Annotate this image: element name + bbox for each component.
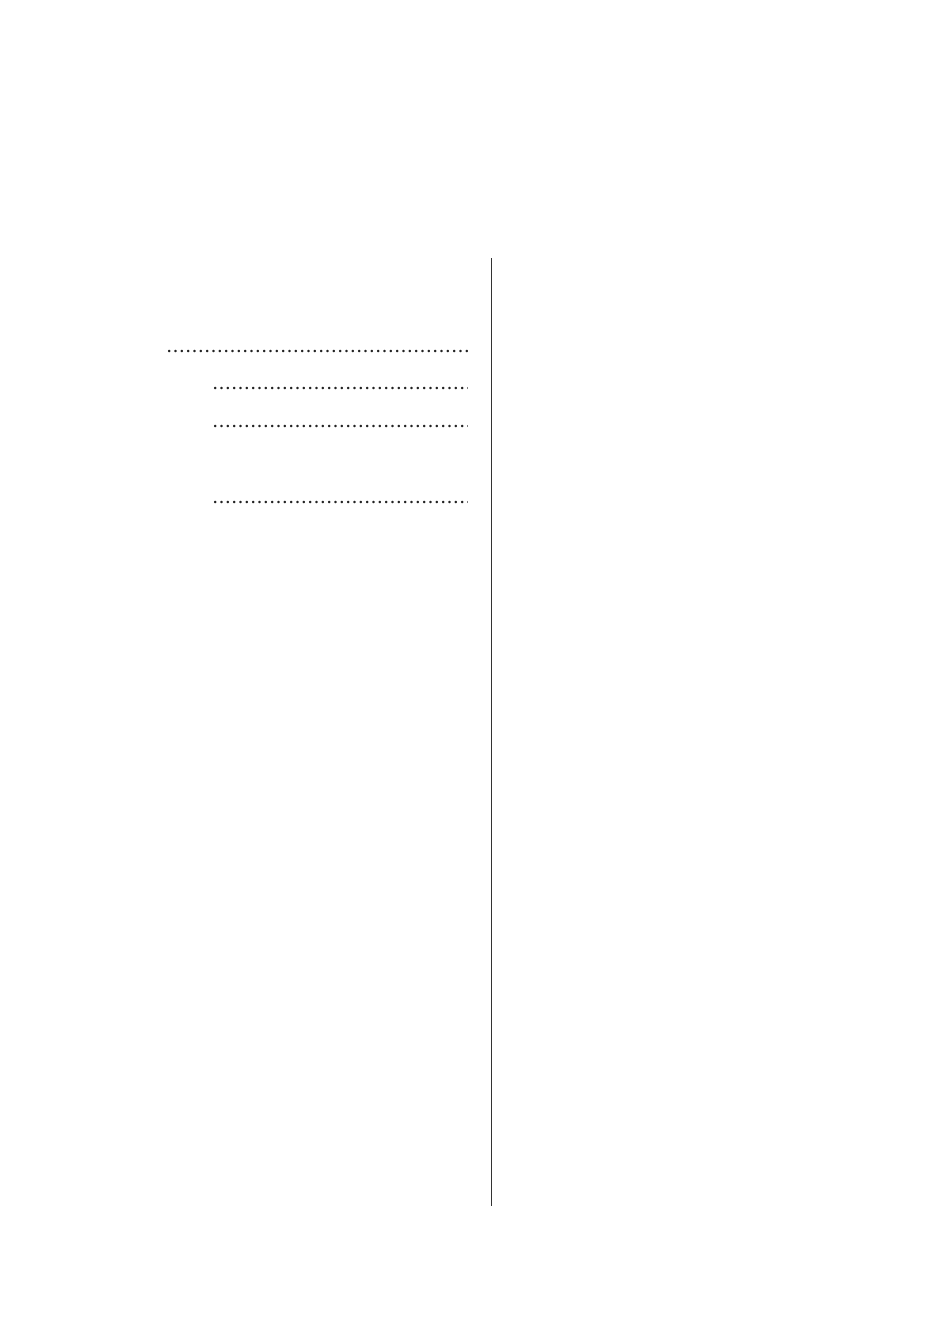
toc-entry[interactable] — [160, 441, 470, 479]
toc-entry[interactable] — [160, 403, 470, 441]
column-divider — [491, 258, 492, 1206]
leader-dots — [166, 328, 468, 366]
leader-dots — [212, 479, 468, 517]
chapter-heading[interactable] — [160, 252, 470, 290]
toc-entry-continuation[interactable] — [160, 479, 470, 517]
toc-entry[interactable] — [160, 365, 470, 403]
toc-entry[interactable] — [160, 517, 470, 555]
leader-dots — [212, 403, 468, 441]
toc-section-entry[interactable] — [160, 328, 470, 366]
toc-left-column — [160, 252, 470, 554]
topic-heading[interactable] — [160, 290, 470, 328]
leader-dots — [212, 365, 468, 403]
